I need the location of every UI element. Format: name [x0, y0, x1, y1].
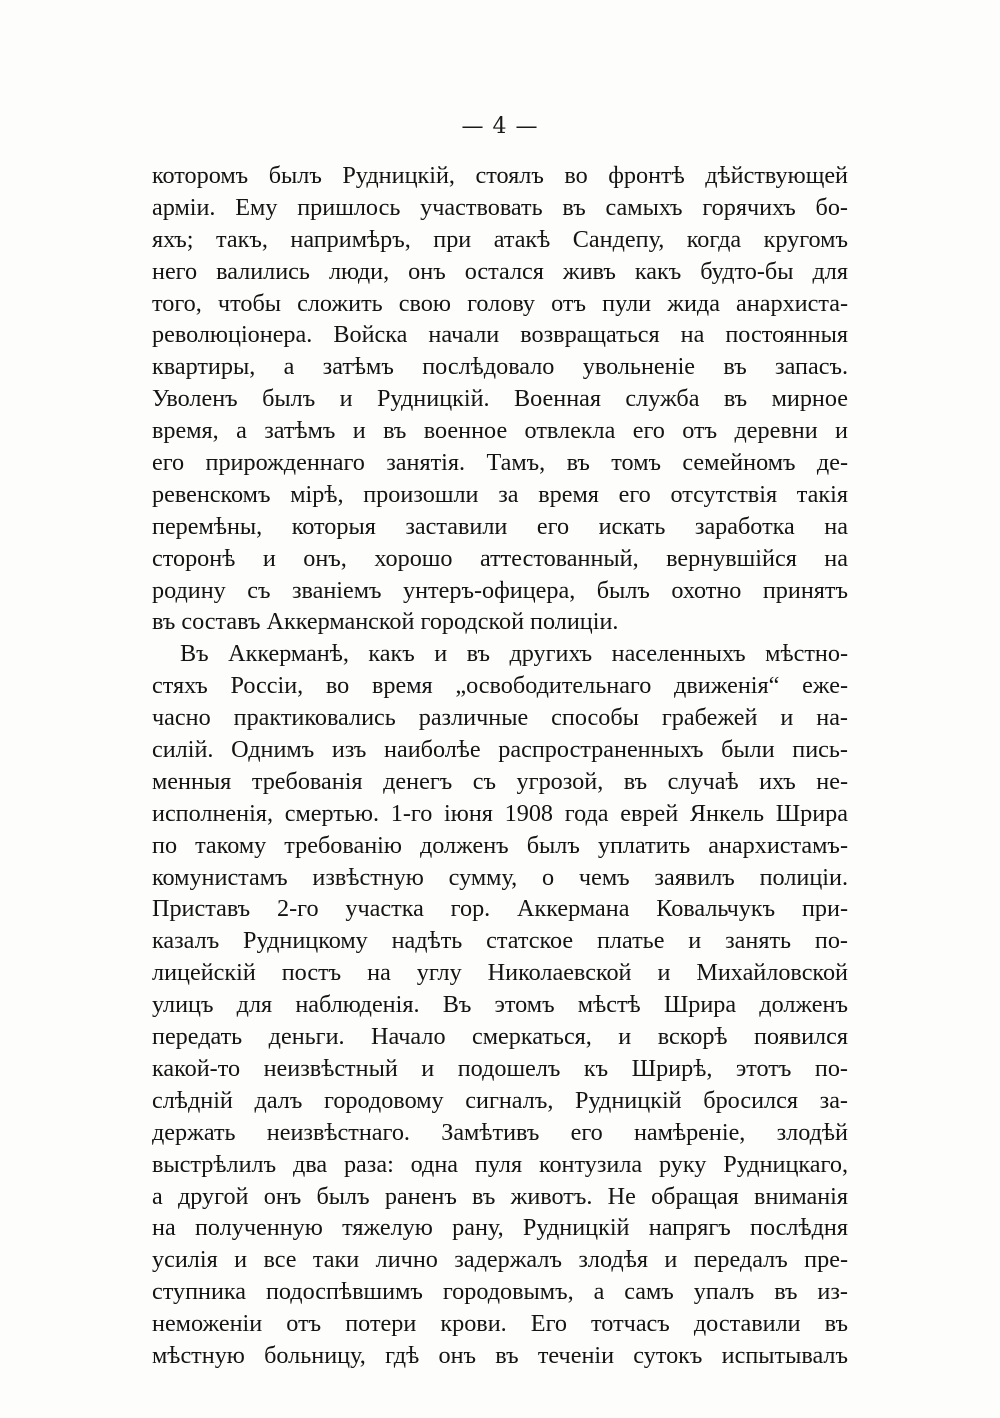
- text-line: на полученную тяжелую рану, Рудницкій напрягъ послѣдня: [152, 1214, 848, 1242]
- text-line: казалъ Рудницкому надѣть статское платье и занять по-: [152, 927, 848, 955]
- text-line: квартиры, а затѣмъ послѣдовало увольненіе въ запасъ.: [152, 353, 848, 381]
- text-line: передать деньги. Начало смеркаться, и вскорѣ появился: [152, 1023, 848, 1051]
- text-line: яхъ; такъ, напримѣръ, при атакѣ Сандепу, когда кругомъ: [152, 225, 848, 253]
- text-line: комунистамъ извѣстную сумму, о чемъ заявилъ полиціи.: [152, 863, 848, 891]
- text-line: время, а затѣмъ и въ военное отвлекла его отъ деревни и: [152, 417, 848, 445]
- body-text: [152, 160, 848, 1372]
- text-line: его прирожденнаго занятія. Тамъ, въ томъ семейномъ де-: [152, 449, 848, 477]
- text-line: того, чтобы сложить свою голову отъ пули жида анархиста-: [152, 289, 848, 317]
- text-line: какой-то неизвѣстный и подошелъ къ Шрирѣ, этотъ по-: [152, 1054, 848, 1082]
- text-line: Приставъ 2-го участка гор. Аккермана Ковальчукъ при-: [152, 895, 848, 923]
- text-line: улицъ для наблюденія. Въ этомъ мѣстѣ Шрира долженъ: [152, 991, 848, 1019]
- text-line: неможеніи отъ потери крови. Его тотчасъ доставили въ: [152, 1310, 848, 1338]
- text-line: по такому требованію долженъ былъ уплатить анархистамъ-: [152, 831, 848, 859]
- text-line: выстрѣлилъ два раза: одна пуля контузила руку Рудницкаго,: [152, 1150, 848, 1178]
- text-line: усилія и все таки лично задержалъ злодѣя и передалъ пре-: [152, 1246, 848, 1274]
- text-line: лицейскій постъ на углу Николаевской и Михайловской: [152, 959, 848, 987]
- text-line: сторонѣ и онъ, хорошо аттестованный, вернувшійся на: [152, 544, 848, 572]
- text-line: исполненія, смертью. 1-го іюня 1908 года еврей Янкель Шрира: [152, 799, 848, 827]
- text-line: родину съ званіемъ унтеръ-офицера, былъ охотно принятъ: [152, 576, 848, 604]
- text-line: менныя требованія денегъ съ угрозой, въ случаѣ ихъ не-: [152, 767, 848, 795]
- text-line: слѣдній далъ городовому сигналъ, Рудницкій бросился за-: [152, 1086, 848, 1114]
- text-line: часно практиковались различные способы грабежей и на-: [152, 704, 848, 732]
- text-line: мѣстную больницу, гдѣ онъ въ теченіи сутокъ испытывалъ: [152, 1341, 848, 1369]
- text-line: ступника подоспѣвшимъ городовымъ, а самъ упалъ въ из-: [152, 1278, 848, 1306]
- text-line: стяхъ Россіи, во время „освободительнаго движенія“ еже-: [152, 672, 848, 700]
- text-line: Уволенъ былъ и Рудницкій. Военная служба въ мирное: [152, 385, 848, 413]
- text-line: которомъ былъ Рудницкій, стоялъ во фронтѣ дѣйствующей: [152, 162, 848, 189]
- page-number: — 4 —: [461, 114, 539, 139]
- text-line: держать неизвѣстнаго. Замѣтивъ его намѣреніе, злодѣй: [152, 1118, 848, 1146]
- text-line: въ составъ Аккерманской городской полиціи.: [152, 608, 619, 636]
- text-line: Въ Аккерманѣ, какъ и въ другихъ населенныхъ мѣстно-: [180, 640, 848, 668]
- text-line: арміи. Ему пришлось участвовать въ самыхъ горячихъ бо-: [152, 193, 848, 221]
- text-line: перемѣны, которыя заставили его искать заработка на: [152, 512, 848, 540]
- text-line: а другой онъ былъ раненъ въ животъ. Не обращая вниманія: [152, 1182, 848, 1210]
- text-line: силій. Однимъ изъ наиболѣе распространенныхъ были пись-: [152, 736, 848, 764]
- text-line: ревенскомъ мірѣ, произошли за время его отсутствія такія: [152, 480, 848, 508]
- text-line: революціонера. Войска начали возвращаться на постоянныя: [152, 321, 848, 349]
- text-line: него валились люди, онъ остался живъ какъ будто-бы для: [152, 257, 848, 285]
